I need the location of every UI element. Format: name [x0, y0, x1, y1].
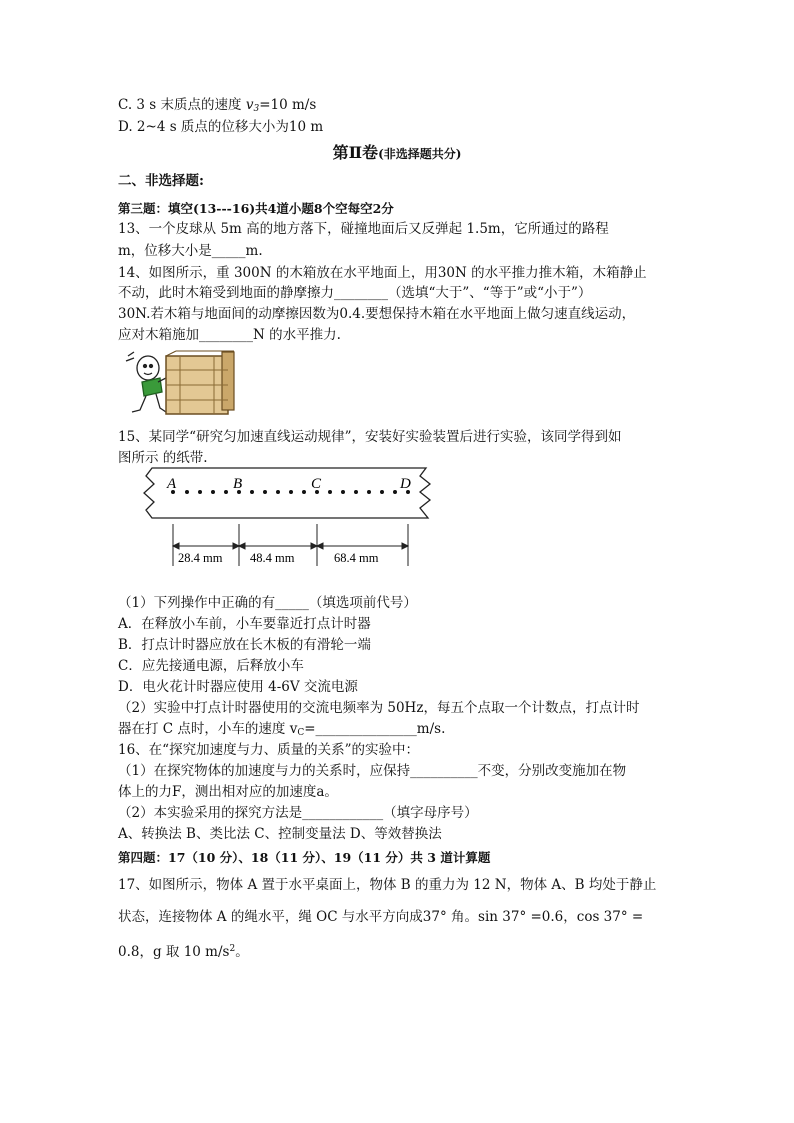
q17-line1: 17、如图所示，物体 A 置于水平桌面上，物体 B 的重力为 12 N，物体 A、B 均处于静止: [118, 877, 657, 893]
q17-line3-suffix: 。: [235, 944, 249, 960]
q15-velocity-subscript: C: [297, 728, 305, 738]
q13-line1: 13、一个皮球从 5m 高的地方落下，碰撞地面后又反弹起 1.5m，它所通过的路程: [118, 221, 609, 237]
q15-sub2-line2: [118, 720, 445, 742]
q16-line3: 体上的力F，测出相对应的加速度a。: [118, 784, 338, 800]
q15-option-a: A．在释放小车前，小车要靠近打点计时器: [118, 616, 371, 632]
cartoon-person-icon: [126, 352, 166, 412]
q16-line5: A、转换法 B、类比法 C、控制变量法 D、等效替换法: [118, 826, 442, 842]
crate-push-illustration: [120, 348, 240, 418]
option-d: D. 2~4 s 质点的位移大小为10 m: [118, 119, 324, 135]
tape-label-b: B: [233, 476, 243, 492]
q17-line3-prefix: 0.8，g 取 10 m/s: [118, 944, 230, 960]
q15-line1: 15、某同学“研究匀加速直线运动规律”，安装好实验装置后进行实验，该同学得到如: [118, 429, 622, 445]
tape-label-c: C: [311, 476, 322, 492]
q16-line4: （2）本实验采用的探究方法是____________（填字母序号）: [118, 805, 478, 821]
part2-title-note: (非选择题共分): [378, 147, 462, 161]
q17-superscript: 2: [229, 944, 236, 954]
q17-line2: 状态，连接物体 A 的绳水平，绳 OC 与水平方向成37° 角。sin 37° =0.6，cos 37° =: [118, 909, 644, 925]
part4-heading: 第四题：17（10 分）、18（11 分）、19（11 分）共 3 道计算题: [118, 850, 491, 865]
wooden-crate-icon: [166, 351, 234, 414]
q14-line4: 应对木箱施加________N 的水平推力.: [118, 327, 341, 343]
velocity-symbol: v: [245, 97, 254, 113]
q15-sub2-line1: （2）实验中打点计时器使用的交流电频率为 50Hz，每五个点取一个计数点，打点计时: [118, 700, 640, 716]
q17-line3: [118, 940, 249, 961]
segment-ab-label: 28.4 mm: [178, 551, 223, 565]
q16-line2: （1）在探究物体的加速度与力的关系时，应保持__________不变，分别改变施加在物: [118, 763, 627, 779]
paper-tape-figure: [140, 466, 440, 570]
q14-line3: 30N.若木箱与地面间的动摩擦因数为0.4.要想保持木箱在水平地面上做匀速直线运动，: [118, 306, 636, 322]
q15-line2: 图所示 的纸带.: [118, 450, 208, 466]
option-c-text: C. 3 s 末质点的速度: [118, 97, 246, 113]
q16-line1: 16、在“探究加速度与力、质量的关系”的实验中：: [118, 742, 419, 758]
tape-label-d: D: [400, 476, 411, 492]
option-c-value: =10 m/s: [259, 97, 317, 113]
q13-line2: m，位移大小是_____m.: [118, 243, 263, 259]
option-c: [118, 96, 316, 118]
tape-label-a: A: [167, 476, 177, 492]
segment-bc-label: 48.4 mm: [250, 551, 295, 565]
q15-sub2-prefix: 器在打 C 点时，小车的速度 v: [118, 721, 298, 737]
q3-heading: 第三题：填空(13---16)共4道小题8个空每空2分: [118, 201, 394, 216]
velocity-subscript: 3: [253, 104, 260, 114]
q14-line1: 14、如图所示，重 300N 的木箱放在水平地面上，用30N 的水平推力推木箱，木箱静止: [118, 265, 647, 281]
q15-sub2-suffix: =_______________m/s.: [304, 721, 446, 737]
q15-option-d: D．电火花计时器应使用 4-6V 交流电源: [118, 679, 358, 695]
q15-option-c: C．应先接通电源，后释放小车: [118, 658, 304, 674]
q15-option-b: B．打点计时器应放在长木板的有滑轮一端: [118, 637, 371, 653]
q15-sub1: （1）下列操作中正确的有_____（填选项前代号）: [118, 595, 417, 611]
part2-title-main: 第Ⅱ卷: [332, 143, 379, 162]
q14-line2: 不动，此时木箱受到地面的静摩擦力________（选填“大于”、“等于”或“小于”）: [118, 285, 592, 301]
section-heading: 二、非选择题:: [118, 173, 204, 189]
segment-cd-label: 68.4 mm: [334, 551, 379, 565]
part2-title: [0, 144, 794, 163]
